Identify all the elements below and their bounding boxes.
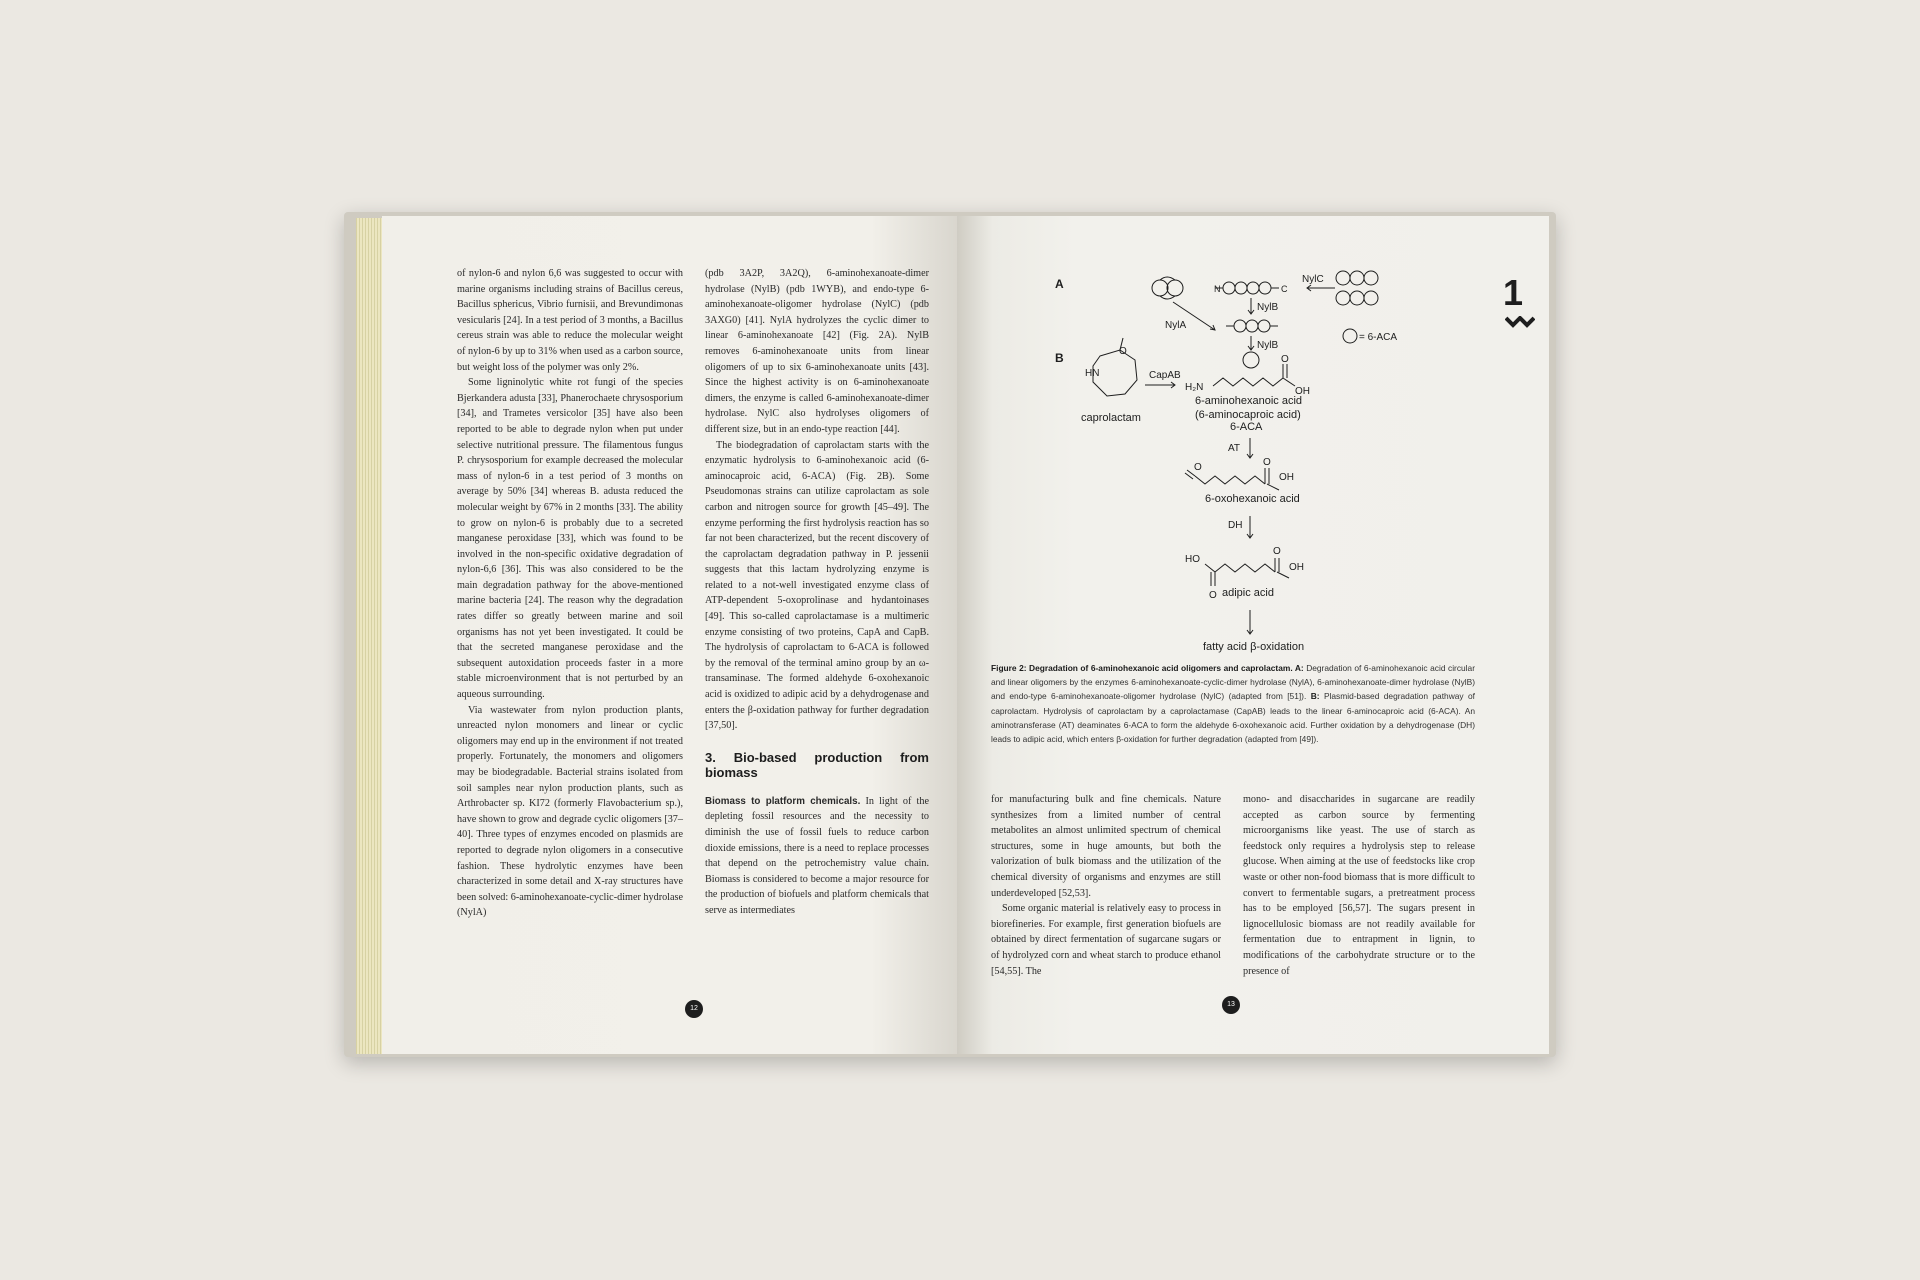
page-number: 12 [685, 1000, 703, 1018]
figure-panel-label: A [1055, 277, 1064, 291]
figure-caption [991, 661, 1475, 746]
atom-label: O [1263, 457, 1271, 468]
atom-label: OH [1279, 472, 1294, 483]
chapter-number: 1 [1503, 272, 1524, 313]
enzyme-label: DH [1228, 520, 1243, 531]
atom-label: O [1194, 462, 1202, 473]
paragraph: The biodegradation of caprolactam starts with the enzymatic hydrolysis to 6-aminohexanoic acid (6-aminocaproic acid, 6-ACA) (Fig. 2B). Some Pseudomonas strains can utilize caprolactam as sole carbon and nitrogen source for growth [45–49]. The enzyme performing the first hydrolysis reaction has so far not been characterized, but the recent discovery of the caprolactam degradation pathway in P. jessenii suggests that this lactam hydrolyzing enzyme is related to a not-well investigated enzyme class of ATP-dependent 5-oxoprolinase and hydantoinases [49]. This so-called caprolactamase is a multimeric enzyme consisting of two proteins, CapA and CapB. The hydrolysis of caprolactam to 6-ACA is followed by the removal of the terminal amino group by an ω-transaminase. The formed aldehyde 6-oxohexanoic acid is oxidized to adipic acid by a dehydrogenase and enters the β-oxidation pathway for further degradation [37,50]. [705, 439, 929, 732]
paragraph: Some ligninolytic white rot fungi of the species Bjerkandera adusta [33], Phanerochaete chrysosporium [34], and Trametes versicolor [35] have also been reported to be able to degrade nylon when put under selective nutritional pressure. The filamentous fungus P. chrysosporium for example decreased the molecular mass of nylon-6 in a test period of 3 months on average by 50% [34] whereas B. adusta reduced the molecular weight by 67% in 2 months [33]. The ability to grow on nylon-6 is probably due to a secreted manganese peroxidase [33], which was found to be involved in the non-specific oxidative degradation of nylon-6,6 [36]. This was also considered to be the main degradation pathway for the above-mentioned marine bacteria [24]. The reason why the degradation rates differ so greatly between marine and soil organisms has not yet been investigated. It could be that the secreted manganese peroxidase and the subsequent autoxidation proceeds faster in a more stable microenvironment that is not perturbed by an aqueous surrounding. [457, 377, 683, 701]
caption-label: B: [1310, 691, 1320, 702]
atom-label: O [1281, 354, 1289, 365]
paragraph: for manufacturing bulk and fine chemicals. Nature synthesizes from a limited number of central metabolites an almost unlimited spectrum of chemical structures, some in huge amounts, but both the valorization of bulk biomass and the utilization of the chemical diversity of organisms and enzymes are still underdeveloped [52,53]. [991, 794, 1221, 899]
atom-label: O [1273, 546, 1281, 557]
chain-terminus: C [1281, 284, 1288, 294]
enzyme-label: NylA [1165, 320, 1187, 331]
enzyme-label: NylB [1257, 302, 1279, 313]
caption-text: Plasmid-based degradation pathway of caprolactam. Hydrolysis of caprolactam by a caprolactamase (CapAB) leads to the linear 6-aminocaproic acid (6-ACA). An aminotransferase (AT) deaminates 6-ACA to form the aldehyde 6-oxohexanoic acid. Further oxidation by a dehydrogenase (DH) leads to adipic acid, which enters β-oxidation for further degradation (adapted from [49]). [991, 691, 1475, 745]
right-page-column-2 [1243, 792, 1475, 979]
compound-label: 6-oxohexanoic acid [1205, 493, 1300, 505]
left-page-column-2 [705, 266, 929, 919]
paragraph-lead-in: Biomass to platform chemicals. [705, 795, 861, 807]
atom-label: HN [1085, 368, 1100, 379]
figure-2-pathway-diagram [1045, 258, 1425, 658]
chain-terminus: N [1214, 284, 1221, 294]
enzyme-label: NylC [1302, 274, 1324, 285]
compound-label: 6-ACA [1230, 421, 1263, 433]
left-page-column-1 [457, 266, 683, 921]
enzyme-label: NylB [1257, 340, 1279, 351]
compound-label: 6-aminohexanoic acid [1195, 395, 1303, 407]
compound-label: (6-aminocaproic acid) [1195, 409, 1301, 421]
paragraph: of nylon-6 and nylon 6,6 was suggested to occur with marine organisms including strains of Bacillus cereus, Bacillus sphericus, Vibrio furnisii, and Brevundimonas vesicularis [24]. In a test period of 3 months, a Bacillus cereus strain was able to reduce the molecular weight of nylon-6 by up to 31% when used as a carbon source, but weight loss of the polymer was only 2%. [457, 268, 683, 373]
paragraph: mono- and disaccharides in sugarcane are readily accepted as carbon source by fermenting microorganisms like yeast. The use of starch as feedstock only requires a hydrolysis step to release glucose. When aiming at the use of feedstocks like crop waste or other non-food biomass that is more difficult to convert to fermentable sugars, a pretreatment process has to be employed [56,57]. The sugars present in lignocellulosic biomass are not readily available for fermentation due to entrapment in lignin, to modifications of the carbohydrate structure or to the presence of [1243, 794, 1475, 977]
caption-title: Figure 2: Degradation of 6-aminohexanoic acid oligomers and caprolactam. A: [991, 663, 1304, 673]
atom-label: O [1119, 346, 1127, 357]
paragraph: Some organic material is relatively easy to process in biorefineries. For example, first generation biofuels are obtained by direct fermentation of sugarcane sugars or of hydrolyzed corn and wheat starch to produce ethanol [54,55]. The [991, 903, 1221, 977]
compound-label: adipic acid [1222, 587, 1274, 599]
section-heading: 3. Bio-based production from biomass [705, 749, 929, 780]
compound-label: caprolactam [1081, 412, 1141, 424]
paragraph: Via wastewater from nylon production plants, unreacted nylon monomers and linear or cyclic oligomers may end up in the environment if not treated properly. Fortunately, the monomers and oligomers may be biodegradable. Bacterial strains isolated from soil samples near nylon production plants, such as Arthrobacter sp. KI72 (formerly Flavobacterium sp.), have shown to grow and degrade cyclic oligomers [37–40]. Three types of enzymes encoded on plasmids are reported to degrade nylon oligomers in a consecutive fashion. These hydrolytic enzymes have been characterized in some detail and X-ray structures have been solved: 6-aminohexanoate-cyclic-dimer hydrolase (NylA) [457, 704, 684, 919]
enzyme-label: AT [1228, 443, 1241, 454]
caption-text: Degradation of 6-aminohexanoic acid circular and linear oligomers by the enzymes 6-aminohexanoate-cyclic-dimer hydrolase (NylA), 6-aminohexanoate-dimer hydrolase (NylB) and endo-type 6-aminohexanoate-oligomer hydrolase (NylC) (adapted from [51]). [991, 663, 1475, 702]
atom-label: H₂N [1185, 382, 1204, 393]
atom-label: HO [1185, 554, 1200, 565]
paragraph: (pdb 3A2P, 3A2Q), 6-aminohexanoate-dimer hydrolase (NylB) (pdb 1WYB), and endo-type 6-aminohexanoate-oligomer hydrolase (NylC) (pdb 3AXG0) [41]. NylA hydrolyzes the cyclic dimer to linear 6-aminohexanoate [42] (Fig. 2A). NylB removes 6-aminohexanoate units from linear oligomers of up to six 6-aminohexanoate units [43]. Since the highest activity is on 6-aminohexanoate dimers, the enzyme is called 6-aminohexanoate-dimer hydrolase. NylC also hydrolyses oligomers of different size, but in an endo-type reaction [44]. [705, 268, 929, 435]
atom-label: O [1209, 590, 1217, 601]
figure-panel-label: B [1055, 351, 1064, 365]
compound-label: fatty acid β-oxidation [1203, 641, 1305, 653]
atom-label: OH [1289, 562, 1304, 573]
atom-label: OH [1295, 386, 1310, 397]
enzyme-label: CapAB [1149, 370, 1181, 381]
paragraph [705, 794, 929, 919]
page-number: 13 [1222, 996, 1240, 1014]
chapter-wave-mark [1505, 316, 1535, 328]
right-page-column-1 [991, 792, 1221, 979]
figure-legend: = 6-ACA [1359, 332, 1398, 343]
paragraph-text: In light of the depleting fossil resources and the necessity to diminish the use of fossil fuels to reduce carbon dioxide emissions, there is a need to replace processes that depend on the petrochemistry value chain. Biomass is considered to become a major resource for the production of biofuels and platform chemicals that serve as intermediates [705, 795, 929, 916]
